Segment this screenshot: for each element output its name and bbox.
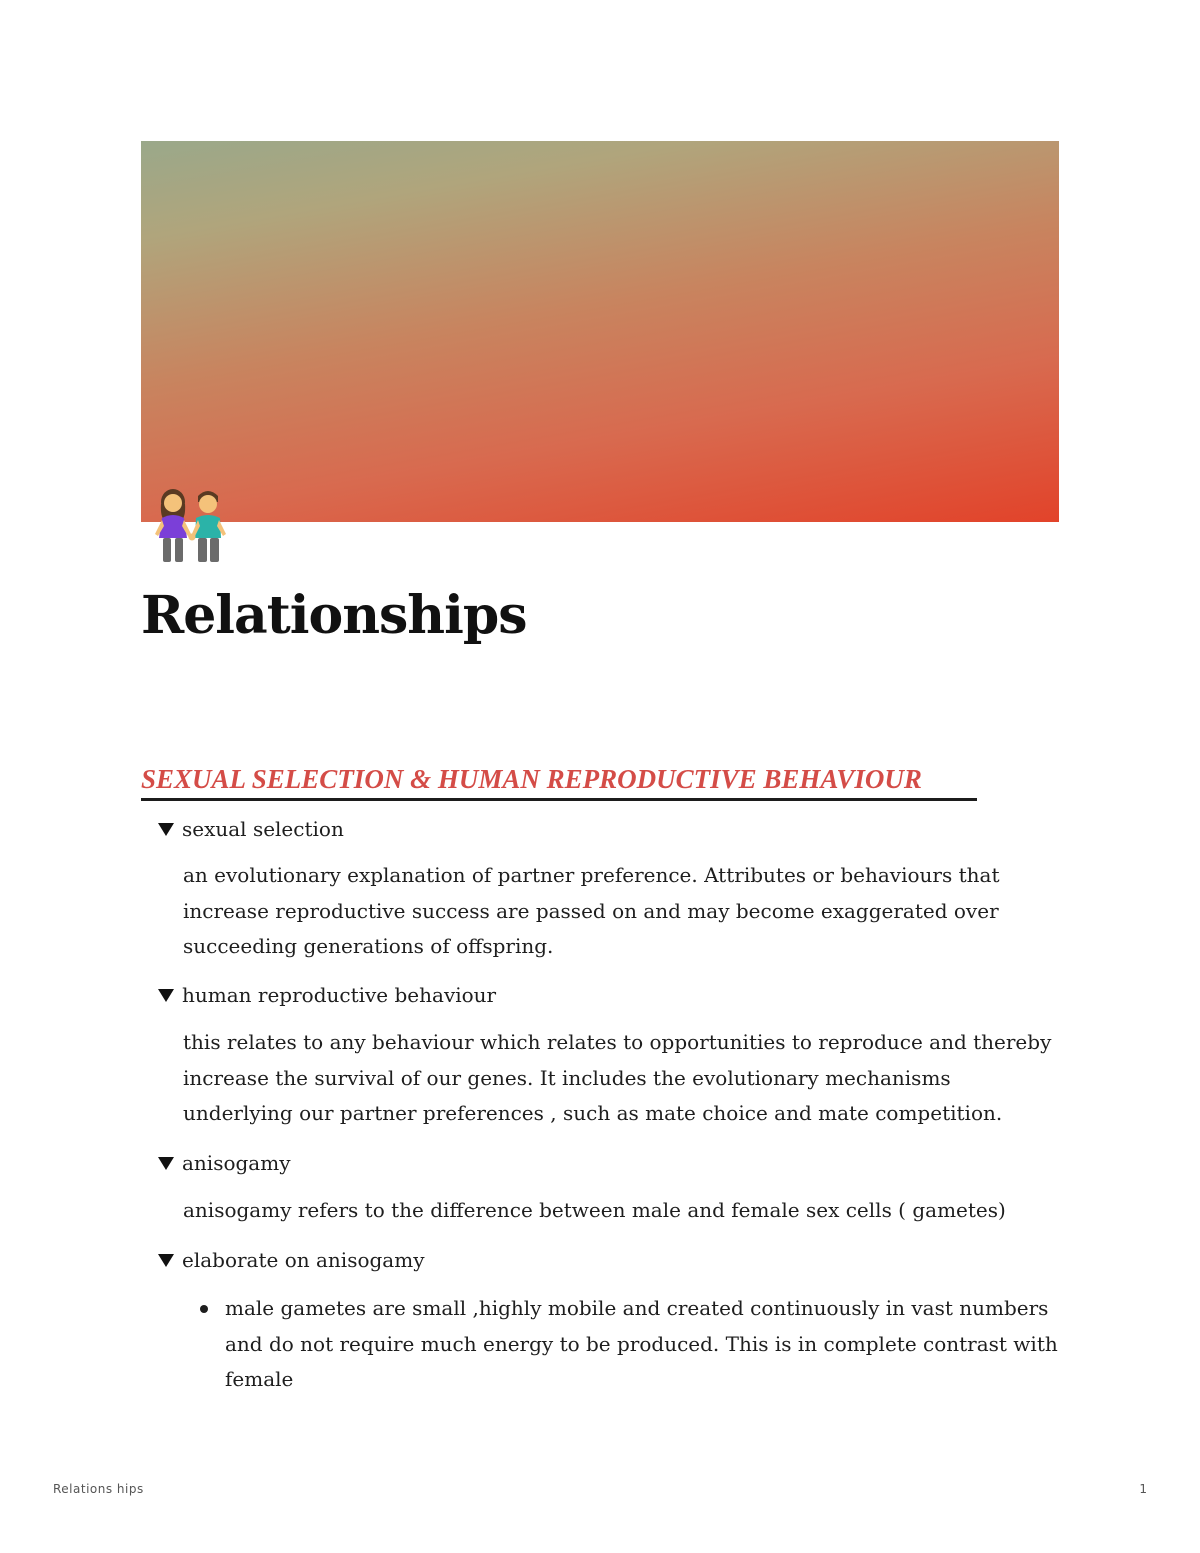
toggle-label: anisogamy: [182, 1151, 291, 1175]
triangle-down-icon[interactable]: [158, 1253, 174, 1268]
toggle-body-text: an evolutionary explanation of partner preference. Attributes or behaviours that increase reproductive success are passed on and may become exaggerated over succeeding generations of offspring.: [183, 863, 1000, 958]
section-heading: SEXUAL SELECTION & HUMAN REPRODUCTIVE BEHAVIOUR: [141, 760, 977, 801]
footer-document-title: Relations hips: [53, 1482, 144, 1496]
couple-holding-hands-icon: [146, 482, 236, 566]
toggle-sexual-selection[interactable]: [158, 813, 344, 845]
page-title: Relationships: [141, 585, 527, 646]
triangle-down-icon[interactable]: [158, 822, 174, 837]
toggle-anisogamy[interactable]: [158, 1147, 291, 1179]
toggle-human-reproductive-behaviour[interactable]: [158, 979, 496, 1011]
bullet-text: male gametes are small ,highly mobile and created continuously in vast numbers and do not require much energy to be produced. This is in complete contrast with female: [225, 1296, 1058, 1391]
toggle-body-text: this relates to any behaviour which relates to opportunities to reproduce and thereby increase the survival of our genes. It includes the evolutionary mechanisms underlying our partner preferences , such as mate choice and mate competition.: [183, 1030, 1052, 1125]
footer-page-number: 1: [1139, 1482, 1147, 1496]
toggle-header[interactable]: [158, 1244, 425, 1276]
toggle-header[interactable]: [158, 1147, 291, 1179]
toggle-body-text: anisogamy refers to the difference between male and female sex cells ( gametes): [183, 1198, 1006, 1222]
triangle-down-icon[interactable]: [158, 988, 174, 1003]
toggle-header[interactable]: [158, 813, 344, 845]
toggle-label: elaborate on anisogamy: [182, 1248, 425, 1272]
toggle-header[interactable]: [158, 979, 496, 1011]
cover-image: [141, 141, 1059, 522]
toggle-elaborate-on-anisogamy[interactable]: [158, 1244, 425, 1276]
toggle-label: human reproductive behaviour: [182, 983, 497, 1007]
triangle-down-icon[interactable]: [158, 1156, 174, 1171]
bullet-dot-icon: [200, 1305, 208, 1313]
list-item: [200, 1291, 1060, 1398]
toggle-label: sexual selection: [182, 817, 344, 841]
